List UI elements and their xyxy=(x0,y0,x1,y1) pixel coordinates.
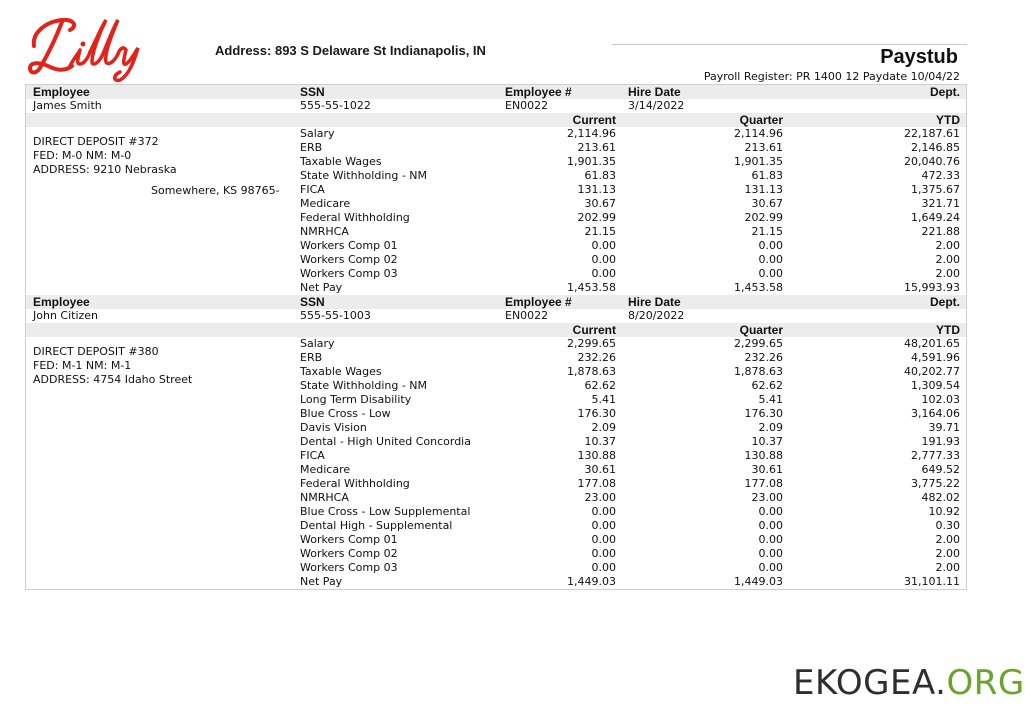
quarter-amount: 23.00 xyxy=(751,491,783,504)
line-item-row xyxy=(26,211,966,225)
ytd-amount: 1,649.24 xyxy=(911,211,960,224)
quarter-amount: 10.37 xyxy=(751,435,783,448)
line-item-label: Workers Comp 02 xyxy=(300,547,398,560)
current-amount: 0.00 xyxy=(591,561,616,574)
employee-header-row xyxy=(26,295,966,309)
quarter-amount: 30.67 xyxy=(751,197,783,210)
ytd-amount: 2.00 xyxy=(935,239,960,252)
line-item-label: Workers Comp 01 xyxy=(300,533,398,546)
line-item-label: ERB xyxy=(300,351,323,364)
line-item-label: Dental High - Supplemental xyxy=(300,519,453,532)
line-item-row xyxy=(26,561,966,575)
quarter-amount: 2,299.65 xyxy=(734,337,783,350)
employee-name: John Citizen xyxy=(33,309,99,322)
line-item-label: NMRHCA xyxy=(300,225,349,238)
current-amount: 2,299.65 xyxy=(567,337,616,350)
quarter-amount: 0.00 xyxy=(758,267,783,280)
quarter-label: Quarter xyxy=(739,113,783,127)
employee-address-line1: ADDRESS: 9210 Nebraska xyxy=(33,163,177,176)
quarter-amount: 1,878.63 xyxy=(734,365,783,378)
line-item-row xyxy=(26,253,966,267)
quarter-amount: 2.09 xyxy=(758,421,783,434)
current-amount: 0.00 xyxy=(591,267,616,280)
line-item-row xyxy=(26,519,966,533)
line-item-row xyxy=(26,169,966,183)
current-amount: 0.00 xyxy=(591,533,616,546)
line-item-row xyxy=(26,183,966,197)
employee-ssn: 555-55-1003 xyxy=(300,309,371,322)
tax-status: FED: M-1 NM: M-1 xyxy=(33,359,132,372)
dept-label: Dept. xyxy=(930,295,960,309)
current-amount: 21.15 xyxy=(584,225,616,238)
line-item-label: Workers Comp 01 xyxy=(300,239,398,252)
line-item-row xyxy=(26,281,966,295)
ytd-amount: 191.93 xyxy=(921,435,960,448)
ytd-amount: 15,993.93 xyxy=(904,281,960,294)
quarter-amount: 2,114.96 xyxy=(734,127,783,140)
line-item-row xyxy=(26,393,966,407)
line-item-label: Taxable Wages xyxy=(300,155,382,168)
line-item-label: Salary xyxy=(300,127,335,140)
ytd-amount: 2,777.33 xyxy=(911,449,960,462)
current-amount: 2.09 xyxy=(591,421,616,434)
watermark-accent: ORG xyxy=(946,663,1025,703)
current-amount: 130.88 xyxy=(577,449,616,462)
current-amount: 30.67 xyxy=(584,197,616,210)
employee-number: EN0022 xyxy=(505,99,549,112)
employee-name: James Smith xyxy=(33,99,102,112)
current-amount: 0.00 xyxy=(591,505,616,518)
amount-header-row xyxy=(26,113,966,127)
quarter-amount: 0.00 xyxy=(758,239,783,252)
current-amount: 232.26 xyxy=(577,351,616,364)
line-item-row xyxy=(26,421,966,435)
ytd-amount: 4,591.96 xyxy=(911,351,960,364)
ytd-amount: 2.00 xyxy=(935,267,960,280)
current-amount: 1,901.35 xyxy=(567,155,616,168)
lilly-logo xyxy=(26,12,151,82)
quarter-amount: 202.99 xyxy=(744,211,783,224)
employee-detail-row xyxy=(26,309,966,323)
line-item-label: Davis Vision xyxy=(300,421,367,434)
line-item-row xyxy=(26,379,966,393)
employee-hire-date: 8/20/2022 xyxy=(628,309,685,322)
current-amount: 30.61 xyxy=(584,463,616,476)
ytd-amount: 2.00 xyxy=(935,561,960,574)
current-label: Current xyxy=(572,113,616,127)
ytd-amount: 102.03 xyxy=(921,393,960,406)
line-item-row xyxy=(26,491,966,505)
line-item-label: Medicare xyxy=(300,463,351,476)
line-item-label: Net Pay xyxy=(300,281,343,294)
quarter-amount: 130.88 xyxy=(744,449,783,462)
ytd-amount: 2.00 xyxy=(935,547,960,560)
line-item-label: Long Term Disability xyxy=(300,393,412,406)
employee-ssn: 555-55-1022 xyxy=(300,99,371,112)
quarter-amount: 1,453.58 xyxy=(734,281,783,294)
employee-hire-date: 3/14/2022 xyxy=(628,99,685,112)
ytd-amount: 22,187.61 xyxy=(904,127,960,140)
current-amount: 131.13 xyxy=(577,183,616,196)
ytd-label: YTD xyxy=(936,113,960,127)
line-item-label: Federal Withholding xyxy=(300,211,410,224)
ssn-label: SSN xyxy=(300,85,325,99)
line-item-row xyxy=(26,239,966,253)
ytd-amount: 649.52 xyxy=(921,463,960,476)
quarter-amount: 62.62 xyxy=(751,379,783,392)
current-label: Current xyxy=(572,323,616,337)
ytd-amount: 472.33 xyxy=(921,169,960,182)
ytd-amount: 482.02 xyxy=(921,491,960,504)
employee-address-line2: Somewhere, KS 98765- xyxy=(151,184,280,197)
line-item-row xyxy=(26,435,966,449)
current-amount: 177.08 xyxy=(577,477,616,490)
line-item-label: Salary xyxy=(300,337,335,350)
ytd-label: YTD xyxy=(936,323,960,337)
quarter-amount: 213.61 xyxy=(744,141,783,154)
current-amount: 176.30 xyxy=(577,407,616,420)
line-item-label: Workers Comp 03 xyxy=(300,561,398,574)
company-address: Address: 893 S Delaware St Indianapolis, IN xyxy=(215,43,486,58)
employee-address-line1: ADDRESS: 4754 Idaho Street xyxy=(33,373,193,386)
line-item-label: Taxable Wages xyxy=(300,365,382,378)
line-item-label: Workers Comp 02 xyxy=(300,253,398,266)
amount-header-row xyxy=(26,323,966,337)
ssn-label: SSN xyxy=(300,295,325,309)
employee-label: Employee xyxy=(33,85,90,99)
quarter-amount: 0.00 xyxy=(758,561,783,574)
line-item-row xyxy=(26,533,966,547)
quarter-amount: 131.13 xyxy=(744,183,783,196)
ytd-amount: 2,146.85 xyxy=(911,141,960,154)
quarter-amount: 0.00 xyxy=(758,533,783,546)
line-item-row xyxy=(26,337,966,351)
quarter-amount: 21.15 xyxy=(751,225,783,238)
watermark-main: EKOGEA. xyxy=(793,663,947,703)
ytd-amount: 31,101.11 xyxy=(904,575,960,588)
quarter-amount: 177.08 xyxy=(744,477,783,490)
ytd-amount: 0.30 xyxy=(935,519,960,532)
line-item-label: Medicare xyxy=(300,197,351,210)
current-amount: 1,449.03 xyxy=(567,575,616,588)
line-item-row xyxy=(26,407,966,421)
ytd-amount: 1,375.67 xyxy=(911,183,960,196)
line-item-row xyxy=(26,197,966,211)
quarter-amount: 5.41 xyxy=(758,393,783,406)
quarter-amount: 30.61 xyxy=(751,463,783,476)
dept-label: Dept. xyxy=(930,85,960,99)
current-amount: 62.62 xyxy=(584,379,616,392)
quarter-amount: 0.00 xyxy=(758,505,783,518)
quarter-amount: 0.00 xyxy=(758,253,783,266)
line-item-row xyxy=(26,575,966,589)
current-amount: 1,878.63 xyxy=(567,365,616,378)
ytd-amount: 3,164.06 xyxy=(911,407,960,420)
ytd-amount: 1,309.54 xyxy=(911,379,960,392)
deposit-info: DIRECT DEPOSIT #380 xyxy=(33,345,159,358)
current-amount: 23.00 xyxy=(584,491,616,504)
ytd-amount: 10.92 xyxy=(928,505,960,518)
current-amount: 1,453.58 xyxy=(567,281,616,294)
line-item-label: Workers Comp 03 xyxy=(300,267,398,280)
line-item-row xyxy=(26,477,966,491)
line-item-row xyxy=(26,225,966,239)
ytd-amount: 20,040.76 xyxy=(904,155,960,168)
line-item-label: Blue Cross - Low xyxy=(300,407,391,420)
ytd-amount: 39.71 xyxy=(928,421,960,434)
line-item-row xyxy=(26,365,966,379)
line-item-row xyxy=(26,547,966,561)
employee-detail-row xyxy=(26,99,966,113)
ytd-amount: 2.00 xyxy=(935,533,960,546)
quarter-amount: 176.30 xyxy=(744,407,783,420)
current-amount: 0.00 xyxy=(591,519,616,532)
quarter-amount: 1,901.35 xyxy=(734,155,783,168)
header-divider xyxy=(612,44,967,45)
line-item-row xyxy=(26,463,966,477)
ytd-amount: 3,775.22 xyxy=(911,477,960,490)
employee-number-label: Employee # xyxy=(505,295,572,309)
ytd-amount: 40,202.77 xyxy=(904,365,960,378)
line-item-label: FICA xyxy=(300,449,325,462)
line-item-row xyxy=(26,351,966,365)
current-amount: 0.00 xyxy=(591,239,616,252)
line-item-label: Blue Cross - Low Supplemental xyxy=(300,505,471,518)
deposit-info: DIRECT DEPOSIT #372 xyxy=(33,135,159,148)
current-amount: 61.83 xyxy=(584,169,616,182)
line-item-label: Federal Withholding xyxy=(300,477,410,490)
ytd-amount: 2.00 xyxy=(935,253,960,266)
paystub-table xyxy=(25,84,967,590)
employee-header-row xyxy=(26,85,966,99)
current-amount: 202.99 xyxy=(577,211,616,224)
employee-label: Employee xyxy=(33,295,90,309)
quarter-amount: 0.00 xyxy=(758,519,783,532)
watermark xyxy=(793,663,1025,703)
line-item-label: State Withholding - NM xyxy=(300,169,428,182)
line-item-row xyxy=(26,155,966,169)
hire-date-label: Hire Date xyxy=(628,85,681,99)
quarter-amount: 0.00 xyxy=(758,547,783,560)
line-item-row xyxy=(26,141,966,155)
line-item-row xyxy=(26,267,966,281)
line-item-label: FICA xyxy=(300,183,325,196)
current-amount: 0.00 xyxy=(591,253,616,266)
current-amount: 2,114.96 xyxy=(567,127,616,140)
current-amount: 10.37 xyxy=(584,435,616,448)
current-amount: 0.00 xyxy=(591,547,616,560)
line-item-label: State Withholding - NM xyxy=(300,379,428,392)
line-item-row xyxy=(26,449,966,463)
employee-number-label: Employee # xyxy=(505,85,572,99)
line-item-label: NMRHCA xyxy=(300,491,349,504)
line-item-row xyxy=(26,505,966,519)
line-item-label: ERB xyxy=(300,141,323,154)
quarter-label: Quarter xyxy=(739,323,783,337)
tax-status: FED: M-0 NM: M-0 xyxy=(33,149,132,162)
line-item-row xyxy=(26,127,966,141)
page-title: Paystub xyxy=(880,46,958,68)
ytd-amount: 221.88 xyxy=(921,225,960,238)
current-amount: 213.61 xyxy=(577,141,616,154)
line-item-label: Net Pay xyxy=(300,575,343,588)
employee-number: EN0022 xyxy=(505,309,549,322)
quarter-amount: 232.26 xyxy=(744,351,783,364)
hire-date-label: Hire Date xyxy=(628,295,681,309)
current-amount: 5.41 xyxy=(591,393,616,406)
ytd-amount: 48,201.65 xyxy=(904,337,960,350)
line-item-label: Dental - High United Concordia xyxy=(300,435,471,448)
payroll-register: Payroll Register: PR 1400 12 Paydate 10/04/22 xyxy=(703,70,960,83)
quarter-amount: 61.83 xyxy=(751,169,783,182)
quarter-amount: 1,449.03 xyxy=(734,575,783,588)
ytd-amount: 321.71 xyxy=(921,197,960,210)
